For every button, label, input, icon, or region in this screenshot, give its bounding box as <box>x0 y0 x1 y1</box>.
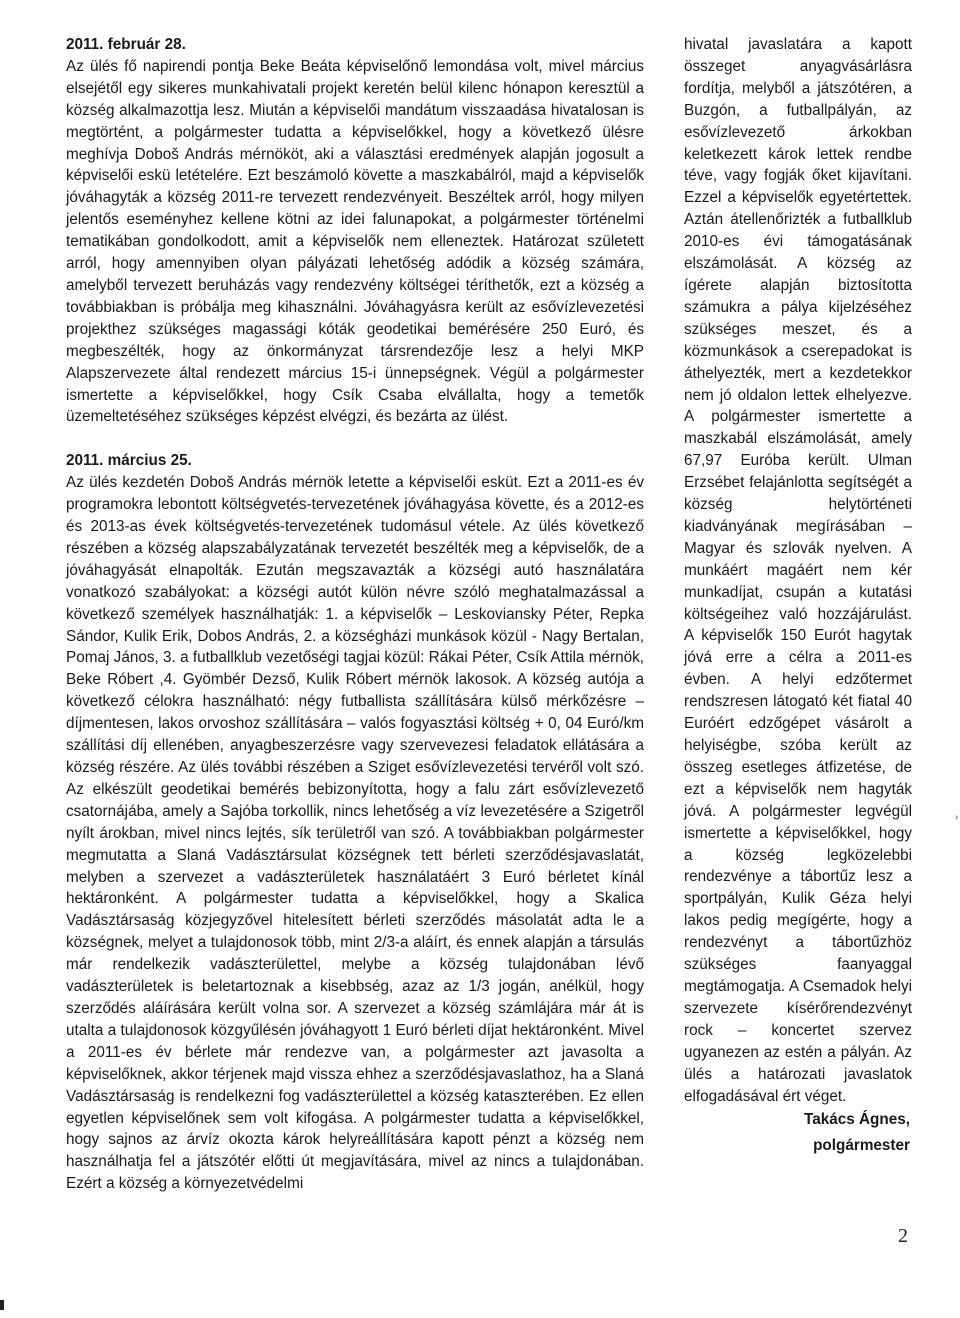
signature-role: polgármester <box>813 1137 910 1155</box>
signature-name: Takács Ágnes, <box>804 1111 910 1129</box>
right-column <box>684 34 912 1157</box>
section-body-continued: hivatal javaslatára a kapott összeget anyagvásárlásra fordítja, melyből a játszótéren, a Buzgón, a futballpályán, az esővízlevezető árkokban keletkezett károk lettek rendbe téve, vagy fogják őket kijavítani. Ezzel a képviselők egyetértettek. Aztán átellenőrizték a futballklub 2010-es évi támogatásának elszámolását. A község az ígérete alapján biztosította számukra a pálya kijelzéséhez szükséges meszet, és a közmunkások a cserepadokat is áthelyezték, mert a kezdetekkor nem jó oldalon lettek elhelyezve. A polgármester ismertette a maszkabál elszámolását, amely 67,97 Euróba került. Ulman Erzsébet felajánlotta segítségét a község helytörténeti kiadványának megírásában – Magyar és szlovák nyelven. A munkáért magáért nem kér munkadíjat, csupán a kutatási költségeihez való hozzájárulást. A képviselők 150 Eurót hagytak jóvá erre a célra a 2011-es évben. A helyi edzőtermet rendszresen látogató két fiatal 40 Euróért edzőgépet vásárolt a helyiségbe, szóba került az összeg esetleges átfizetése, de ezt a képviselők nem hagyták jóvá. A polgármester legvégül ismertette a képviselőkkel, hogy a község legközelebbi rendezvénye a tábortűz lesz a sportpályán, Kulik Géza helyi lakos pedig megígérte, hogy a rendezvényt a tábortűzhöz szükséges faanyaggal megtámogatja. A Csemadok helyi szervezete kísérőrendezvényt rock – koncertet szervez ugyanezen az estén a pályán. Az ülés a határozati javaslatok elfogadásával ért véget. <box>684 36 912 1105</box>
section-heading-february: 2011. február 28. <box>66 36 186 53</box>
section-gap <box>66 428 644 450</box>
section-heading-march: 2011. március 25. <box>66 452 192 470</box>
page-number: 2 <box>898 1225 908 1247</box>
section-body-march: Az ülés kezdetén Doboš András mérnök letette a képviselői esküt. Ezt a 2011-es év programokra lebontott költségvetés-tervezetének jóváhagyása követte, és a 2012-es és 2013-as évek költségvetés-tervezetének tudomásul vétele. Az ülés következő részében a község alapszabályzatának tervezetét beszélték meg a képviselők, de a jóváhagyását elnapolták. Ezután megszavazták a községi autó használatára vonatkozó szabályokat: a községi autót külön névre szóló meghatalmazással a következő személyek használhatják: 1. a képviselők – Leskoviansky Péter, Repka Sándor, Kulik Erik, Dobos András, 2. a községházi munkások közül - Nagy Bertalan, Pomaj János, 3. a futballklub vezetőségi tagjai közül: Rákai Péter, Csík Attila mérnök, Beke Róbert ,4. Gyömbér Dezső, Kulik Róbert mérnök lakosok. A község autója a következő célokra használható: négy futballista szállítására külső mérkőzésre – díjmentesen, lakos orvoshoz szállítására – valós fogyasztási költség + 0, 04 Euró/km szállítási díj ellenében, anyagbeszerzésre vagy szervevezesi feladatok ellátására a község részére. Az ülés további részében a Sziget esővízlevezetési tervéről volt szó. Az elkészült geodetikai bemérés bebizonyította, hogy a falu zárt esővízlevezető csatornájába, amely a Sajóba torkollik, nincs lehetőség a víz levezetésére a Szigetről nyílt árokban, mivel nincs lejtés, sík területről van szó. A továbbiakban polgármester megmutatta a Slaná Vadásztársulat községnek tett bérleti szerződésjavaslatát, melyben a szervezet a vadászterületek használatáért 3 Euró bérletet kínál hektáronként. A polgármester tudatta a képviselőkkel, hogy a Skalica Vadásztársaság közjegyzővel hitelesített bérleti szerződés másolatát adta le a községnek, melyet a tulajdonosok több, mint 2/3-a aláírt, és ennek alapján a társulás már rendelkezik vadászterülettel, melybe a község tulajdonában lévő vadászterületek is beletartoznak a kisebbség, azaz az 1/3 jogán, anélkül, hogy szerződés aláírására került volna sor. A szervezet a község számlájára már át is utalta a tulajdonosok közgyűlésén jóváhagyott 1 Euró bérleti díjat hektáronként. Mivel a 2011-es év bérlete már rendezve van, a polgármester azt javasolta a képviselőknek, akkor térjenek majd vissza ehhez a szerződésjavaslathoz, ha a Slaná Vadásztársaság is rendelkezni fog vadászterülettel a község kataszterében. Ez ellen egyetlen képviselőnek sem volt kifogása. A polgármester tudatta a képviselőkkel, hogy sajnos az árvíz okozta károk helyreállítására kapott pénzt a község nem használhatja fel a játszótér előtti út megjavítására, mivel az nincs a tulajdonában. Ezért a község a környezetvédelmi <box>66 474 644 1193</box>
left-column <box>66 34 644 1195</box>
section-body-february: Az ülés fő napirendi pontja Beke Beáta képviselőnő lemondása volt, mivel március elsejétől egy sikeres munkahivatali projekt keretén belül kilenc hónapon keresztül a község alkalmazottja lesz. Miután a képviselői mandátum visszaadása hivatalosan is megtörtént, a polgármester tudatta a képviselőkkel, hogy a következő ülésre meghívja Doboš András mérnököt, aki a választási eredmények alapján jogosult a képviselői eskü letételére. Ezt beszámoló követte a maszkabálról, majd a képviselők jóváhagyták a község 2011-re tervezett rendezvényeit. Beszéltek arról, hogy milyen jelentős eseményhez kellene kötni az idei falunapokat, a polgármester történelmi tematikában gondolkodott, amit a képviselők nem elleneztek. Határozat született arról, hogy amennyiben olyan pályázati lehetőség adódik a község számára, amelyből tervezett beruházás vagy rendezvény költségei téríthetők, ezt a község a továbbiakban is próbálja meg kihasználni. Jóváhagyásra került az esővízlevezetési projekthez szükséges magassági kóták geodetikai bemérésére 250 Euró, és megbeszélték, hogy az önkormányzat társrendezője lesz a helyi MKP Alapszervezete által rendezett március 15-i ünnepségnek. Végül a polgármester ismertette a képviselőkkel, hogy Csík Csaba elvállalta, hogy a temetők üzemeltetéséhez szükséges képzést elvégzi, és bezárta az ülést. <box>66 57 644 426</box>
margin-mark: › <box>955 812 959 823</box>
scan-corner-mark <box>0 1300 4 1310</box>
